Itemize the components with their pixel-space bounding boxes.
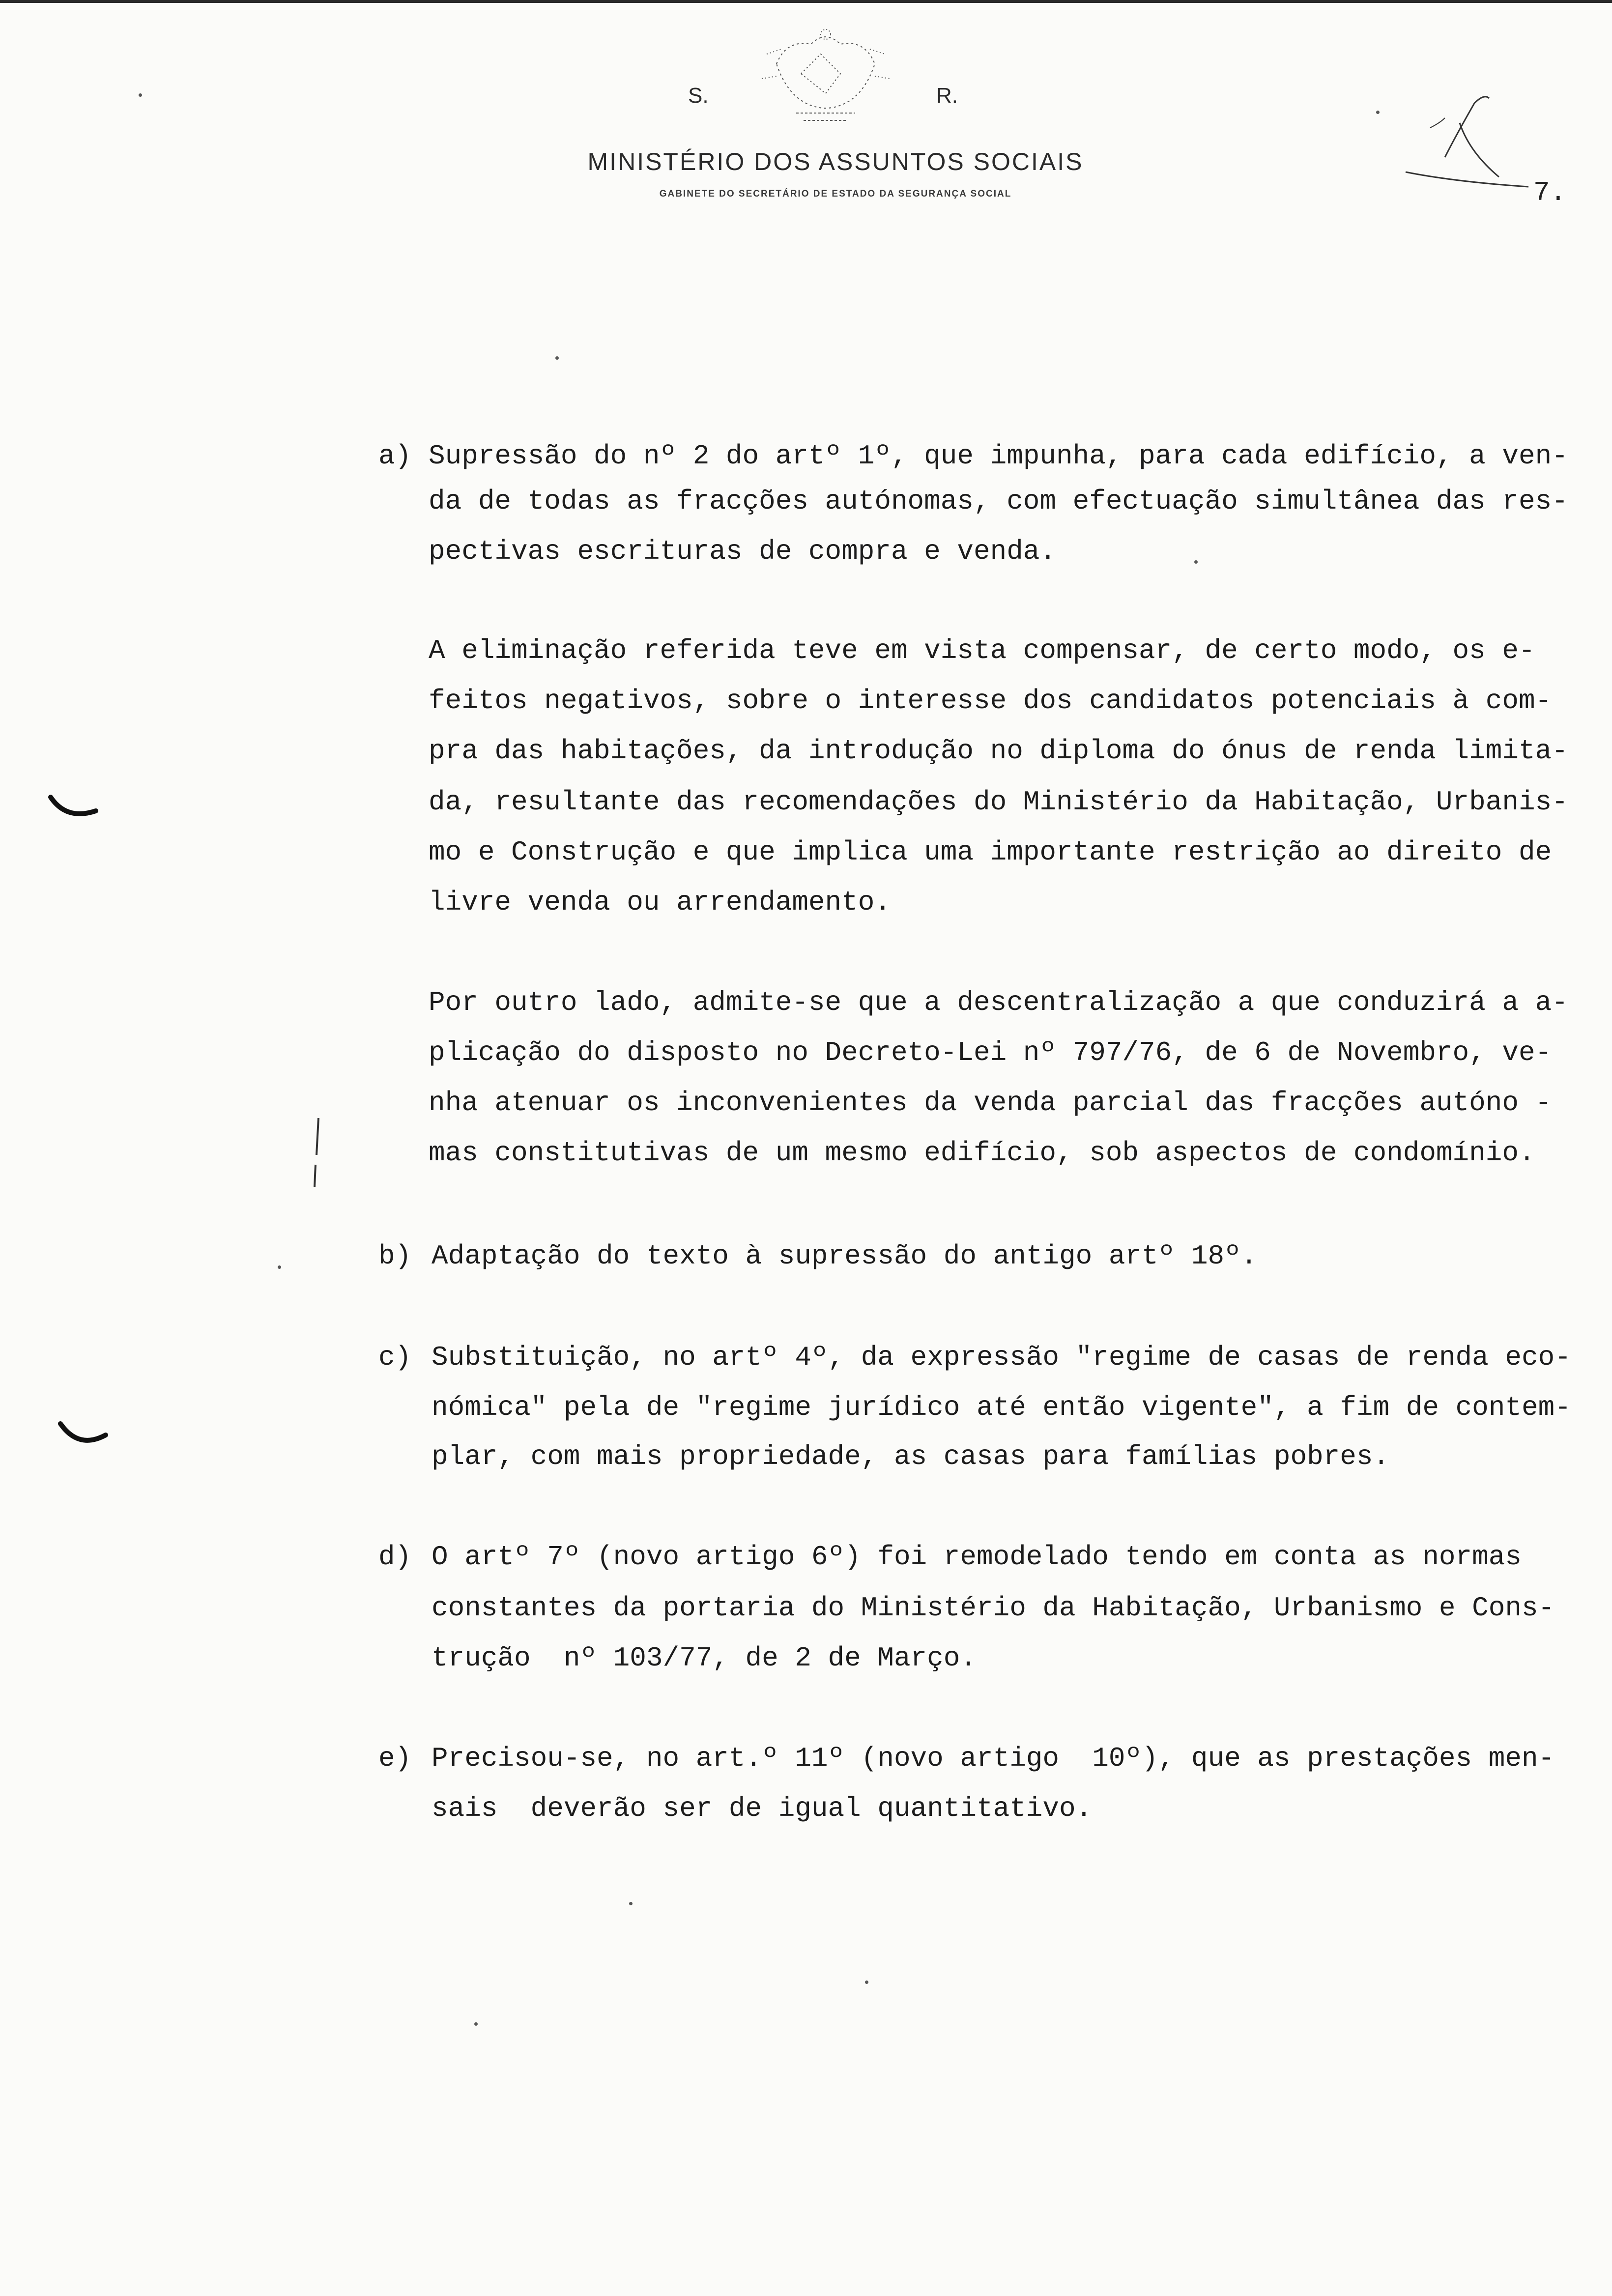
text-line: constantes da portaria do Ministério da Habitação, Urbanismo e Cons- bbox=[432, 1592, 1555, 1624]
scan-speck bbox=[139, 93, 142, 97]
item-marker-e: e) bbox=[378, 1743, 412, 1774]
scan-speck bbox=[629, 1902, 633, 1905]
text-line: Supressão do nº 2 do artº 1º, que impunha, para cada edifício, a ven- bbox=[429, 440, 1568, 472]
punch-hole-mark-upper bbox=[47, 791, 101, 831]
scan-speck bbox=[1376, 111, 1380, 114]
cabinet-name: GABINETE DO SECRETÁRIO DE ESTADO DA SEGURANÇA SOCIAL bbox=[659, 189, 1012, 199]
text-line: Precisou-se, no art.º 11º (novo artigo 10º), que as prestações men- bbox=[432, 1743, 1555, 1774]
text-line: Adaptação do texto à supressão do antigo artº 18º. bbox=[432, 1240, 1258, 1272]
text-line: pectivas escrituras de compra e venda. bbox=[429, 536, 1057, 567]
text-line: nha atenuar os inconvenientes da venda parcial das fracções autóno - bbox=[429, 1087, 1552, 1119]
text-line: Por outro lado, admite-se que a descentralização a que conduzirá a a- bbox=[429, 987, 1568, 1018]
text-line: livre venda ou arrendamento. bbox=[429, 887, 891, 918]
item-marker-b: b) bbox=[378, 1240, 412, 1272]
text-line: Substituição, no artº 4º, da expressão "regime de casas de renda eco- bbox=[432, 1342, 1571, 1373]
text-line: da de todas as fracções autónomas, com efectuação simultânea das res- bbox=[429, 486, 1568, 517]
text-line: mas constitutivas de um mesmo edifício, sob aspectos de condomínio. bbox=[429, 1137, 1535, 1169]
letterhead-s: S. bbox=[688, 84, 709, 108]
margin-stroke-mark bbox=[310, 1116, 324, 1189]
item-marker-c: c) bbox=[378, 1342, 412, 1373]
text-line: trução nº 103/77, de 2 de Março. bbox=[432, 1642, 977, 1674]
text-line: plicação do disposto no Decreto-Lei nº 797/76, de 6 de Novembro, ve- bbox=[429, 1037, 1552, 1068]
ministry-name: MINISTÉRIO DOS ASSUNTOS SOCIAIS bbox=[587, 148, 1084, 175]
scan-speck bbox=[555, 356, 559, 360]
text-line: mo e Construção e que implica uma importante restrição ao direito de bbox=[429, 836, 1552, 868]
text-line: da, resultante das recomendações do Ministério da Habitação, Urbanis- bbox=[429, 786, 1568, 818]
scan-speck bbox=[865, 1980, 868, 1984]
scan-speck bbox=[278, 1265, 281, 1269]
text-line: pra das habitações, da introdução no diploma do ónus de renda limita- bbox=[429, 735, 1568, 767]
item-marker-a: a) bbox=[378, 440, 412, 472]
text-line: feitos negativos, sobre o interesse dos candidatos potenciais à com- bbox=[429, 685, 1552, 717]
text-line: A eliminação referida teve em vista compensar, de certo modo, os e- bbox=[429, 635, 1535, 666]
text-line: sais deverão ser de igual quantitativo. bbox=[432, 1793, 1093, 1824]
item-marker-d: d) bbox=[378, 1541, 412, 1573]
text-line: O artº 7º (novo artigo 6º) foi remodelado tendo em conta as normas bbox=[432, 1541, 1522, 1573]
scan-speck bbox=[1194, 560, 1198, 564]
punch-hole-mark-lower bbox=[57, 1418, 111, 1457]
scan-speck bbox=[474, 2022, 478, 2026]
letterhead-r: R. bbox=[936, 84, 958, 108]
text-line: nómica" pela de "regime jurídico até então vigente", a fim de contem- bbox=[432, 1392, 1571, 1423]
text-line: plar, com mais propriedade, as casas para famílias pobres. bbox=[432, 1441, 1390, 1472]
page-number: 7. bbox=[1533, 177, 1567, 208]
